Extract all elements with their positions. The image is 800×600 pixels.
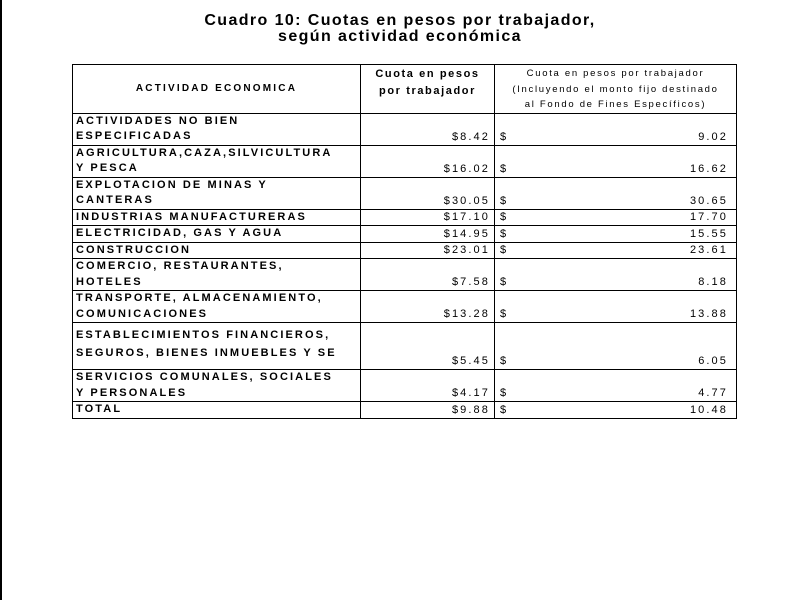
page-title (0, 13, 800, 45)
header-activity: ACTIVIDAD ECONOMICA (73, 65, 361, 114)
activity-line-2: ESPECIFICADAS (76, 130, 193, 142)
quota-fixed-cell (495, 323, 737, 370)
quota-fixed-cell (495, 209, 737, 226)
activity-cell (73, 226, 361, 243)
activity-cell (73, 113, 361, 145)
title-line-2: según actividad económica (278, 28, 522, 45)
currency-symbol: $ (500, 387, 509, 399)
activity-line-1: INDUSTRIAS MANUFACTURERAS (76, 210, 307, 223)
activity-line-2: SEGUROS, BIENES INMUEBLES Y SE (76, 347, 337, 359)
activity-cell (73, 242, 361, 259)
quota-cell: $9.88 (361, 402, 495, 419)
table-header-row (73, 65, 737, 114)
currency-symbol: $ (500, 244, 509, 256)
quota-cell: $17.10 (361, 209, 495, 226)
quota-fixed-cell (495, 291, 737, 323)
activity-line-1: ELECTRICIDAD, GAS Y AGUA (76, 227, 284, 239)
activity-cell (73, 402, 361, 419)
header-quota-fixed-line-1: Cuota en pesos por trabajador (526, 68, 705, 79)
quota-cell: $13.28 (361, 291, 495, 323)
table-row (73, 242, 737, 259)
quota-fixed-value: 8.18 (698, 276, 728, 288)
quota-fixed-value: 10.48 (689, 403, 728, 416)
activity-line-1: SERVICIOS COMUNALES, SOCIALES (76, 371, 333, 383)
table-row (73, 113, 737, 145)
activity-line-2: CANTERAS (76, 194, 154, 206)
quota-fixed-cell (495, 113, 737, 145)
activity-line-1: EXPLOTACION DE MINAS Y (76, 178, 268, 191)
activity-cell (73, 209, 361, 226)
quota-fixed-cell (495, 402, 737, 419)
activity-line-1: ESTABLECIMIENTOS FINANCIEROS, (76, 329, 331, 341)
table-row (73, 209, 737, 226)
quota-cell: $8.42 (361, 113, 495, 145)
activity-cell (73, 177, 361, 209)
quota-cell: $23.01 (361, 242, 495, 259)
quota-fixed-value: 9.02 (698, 130, 728, 143)
quota-fixed-cell (495, 226, 737, 243)
header-quota-line-2: por trabajador (379, 85, 476, 97)
table-row (73, 323, 737, 370)
currency-symbol: $ (500, 162, 509, 175)
quota-cell: $16.02 (361, 145, 495, 177)
currency-symbol: $ (500, 211, 509, 223)
quota-fixed-value: 6.05 (698, 355, 728, 367)
quota-fixed-value: 23.61 (689, 244, 728, 256)
activity-line-2: Y PERSONALES (76, 386, 188, 399)
currency-symbol: $ (500, 276, 509, 288)
quota-fixed-cell (495, 259, 737, 291)
header-quota-line-1: Cuota en pesos (375, 68, 480, 80)
quota-cell: $14.95 (361, 226, 495, 243)
header-quota-fixed (495, 65, 737, 114)
page-border-left (0, 0, 2, 600)
quota-cell: $4.17 (361, 370, 495, 402)
activity-line-2: COMUNICACIONES (76, 307, 209, 320)
quota-fixed-value: 13.88 (689, 308, 728, 320)
activity-line-1: TRANSPORTE, ALMACENAMIENTO, (76, 292, 323, 304)
currency-symbol: $ (500, 194, 509, 207)
activity-cell (73, 145, 361, 177)
table-row (73, 259, 737, 291)
activity-line-2: Y PESCA (76, 162, 139, 174)
table-row-total (73, 402, 737, 419)
activity-line-1: ACTIVIDADES NO BIEN (76, 114, 240, 127)
activity-line-1: COMERCIO, RESTAURANTES, (76, 260, 284, 272)
activity-line-1: CONSTRUCCION (76, 243, 192, 256)
currency-symbol: $ (500, 227, 509, 240)
currency-symbol: $ (500, 308, 509, 320)
activity-line-1: TOTAL (76, 403, 123, 415)
quota-fixed-cell (495, 370, 737, 402)
table-row (73, 226, 737, 243)
activity-line-1: AGRICULTURA,CAZA,SILVICULTURA (76, 146, 333, 159)
activity-cell (73, 370, 361, 402)
quota-fixed-value: 30.65 (689, 194, 728, 207)
quota-table (72, 64, 737, 419)
currency-symbol: $ (500, 403, 509, 416)
quota-fixed-cell (495, 242, 737, 259)
quota-cell: $30.05 (361, 177, 495, 209)
quota-fixed-cell (495, 145, 737, 177)
currency-symbol: $ (500, 355, 509, 367)
activity-cell (73, 259, 361, 291)
header-quota-fixed-line-3: al Fondo de Fines Específicos) (524, 99, 707, 110)
activity-cell (73, 323, 361, 370)
activity-line-2: HOTELES (76, 275, 143, 288)
table-row (73, 145, 737, 177)
quota-cell: $5.45 (361, 323, 495, 370)
activity-cell (73, 291, 361, 323)
table-row (73, 370, 737, 402)
header-quota-fixed-line-2: (Incluyendo el monto fijo destinado (512, 83, 719, 95)
quota-fixed-cell (495, 177, 737, 209)
quota-fixed-value: 4.77 (698, 387, 728, 399)
title-line-1: Cuadro 10: Cuotas en pesos por trabajador, (204, 12, 596, 29)
quota-fixed-value: 16.62 (689, 162, 728, 175)
currency-symbol: $ (500, 130, 509, 143)
table-row (73, 177, 737, 209)
quota-fixed-value: 17.70 (689, 211, 728, 223)
quota-cell: $7.58 (361, 259, 495, 291)
quota-fixed-value: 15.55 (689, 227, 728, 240)
table-row (73, 291, 737, 323)
header-quota (361, 65, 495, 114)
